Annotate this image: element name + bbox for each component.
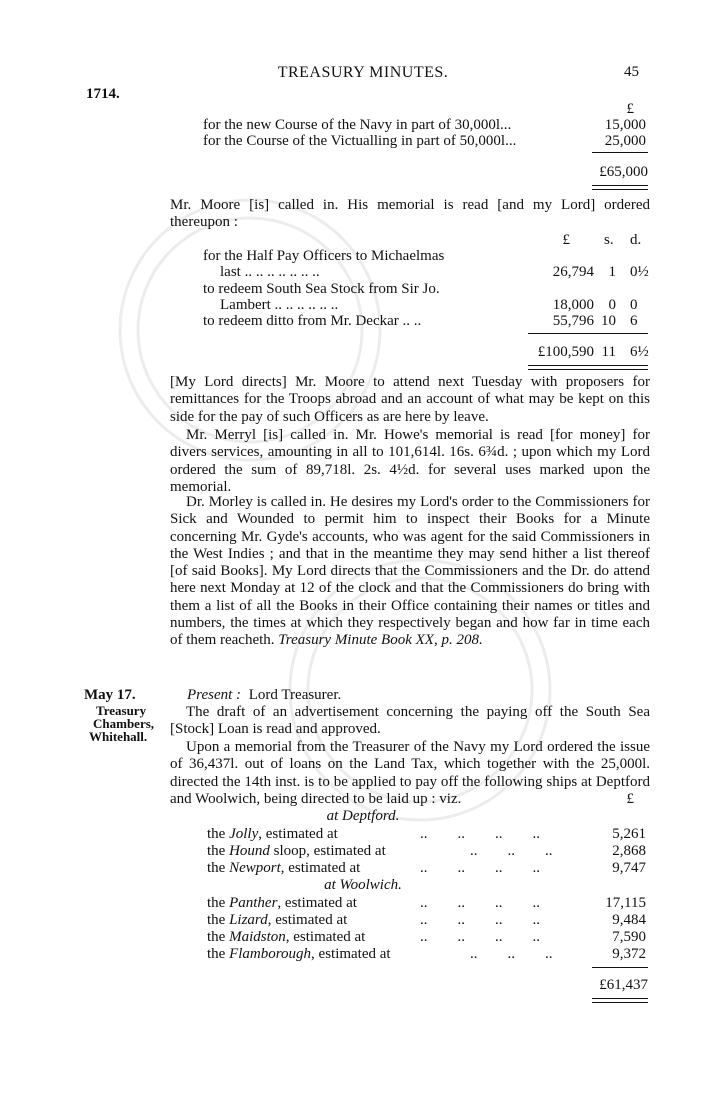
table2-row-pounds: 18,000 xyxy=(552,297,594,313)
table2-row-pounds: 55,796 xyxy=(552,313,594,329)
table2-total-pounds: £100,590 xyxy=(537,344,594,360)
ship-amount: 5,261 xyxy=(612,826,646,842)
table2-row-pence: 0½ xyxy=(630,264,649,280)
table2-header-pence: d. xyxy=(630,232,642,248)
ship-row: the Maidston, estimated at xyxy=(207,929,366,945)
para-morley-text: Dr. Morley is called in. He desires my Lord's order to the Commissioners for Sick and Wounded to permit him to inspect their Books for a Minute concerning Mr. Gyde's accounts, who was agent for the said Commissioners in the West Indies ; and that in the meantime they may send hither a list thereof [of said Books]. My Lord directs that the Commissioners and the Dr. do attend here next Monday at 12 of the clock and that the Commissioners do bring with them a list of all the Books in their Office containing their names or titles and numbers, the times at which they respectively began and how far in time each of them reacheth. xyxy=(170,494,650,649)
leader-dots: .. .. .. .. xyxy=(420,929,540,945)
para-memorial: Upon a memorial from the Treasurer of the Navy my Lord ordered the issue of 36,437l. out of loans on the Land Tax, which together with the 25,000l. directed the 14th inst. is to be applied to pay off the following ships at Deptford and Woolwich, being directed to be laid up : viz. xyxy=(170,739,650,807)
ship-row: the Newport, estimated at xyxy=(207,860,361,876)
header-year: 1714. xyxy=(86,86,120,102)
margin-place-line: Treasury xyxy=(96,703,147,718)
ships-double-rule xyxy=(592,998,648,1003)
para-moore: Mr. Moore [is] called in. His memorial is read [and my Lord] ordered thereupon : xyxy=(170,197,650,231)
table2-row-label: to redeem South Sea Stock from Sir Jo. xyxy=(203,281,440,297)
table2-row-shillings: 10 xyxy=(601,313,616,329)
ship-name: Flamborough xyxy=(229,946,312,962)
present-label: Present : xyxy=(187,687,242,703)
table1-double-rule xyxy=(592,185,648,190)
table2-header-pounds: £ xyxy=(562,232,570,248)
ship-row: the Lizard, estimated at xyxy=(207,912,348,928)
ship-name: Hound xyxy=(229,843,270,859)
present-value: Lord Treasurer. xyxy=(248,687,342,703)
ships-currency-header: £ xyxy=(626,791,634,807)
margin-place-line: Whitehall. xyxy=(89,729,148,744)
table2-sum-rule xyxy=(528,333,648,334)
table1-sum-rule xyxy=(592,152,648,153)
table2-header-shillings: s. xyxy=(604,232,614,248)
table2-total-pence: 6½ xyxy=(630,344,649,360)
table2-row-shillings: 0 xyxy=(608,297,616,313)
page-title: TREASURY MINUTES. xyxy=(277,64,449,81)
table1-row-label: for the Course of the Victualling in part of 50,000l... xyxy=(203,133,517,149)
ships-total: £61,437 xyxy=(599,977,648,993)
ship-amount: 7,590 xyxy=(612,929,646,945)
table2-total-shillings: 11 xyxy=(601,344,616,360)
table1-total: £65,000 xyxy=(599,164,648,180)
ship-amount: 2,868 xyxy=(612,843,646,859)
ships-sum-rule xyxy=(592,967,648,968)
leader-dots: .. .. .. .. xyxy=(420,860,540,876)
table1-row-amount: 25,000 xyxy=(604,133,646,149)
ship-name: Newport xyxy=(229,860,281,876)
para-merryl: Mr. Merryl [is] called in. Mr. Howe's memorial is read [for money] for divers services, amounting in all to 101,614l. 16s. 6¾d. ; upon which my Lord ordered the sum of 89,718l. 2s. 4½d. for several uses marked upon the memorial. xyxy=(170,427,650,495)
group-deptford: at Deptford. xyxy=(326,808,400,824)
present-line xyxy=(187,687,341,704)
leader-dots: .. .. .. .. xyxy=(420,895,540,911)
ship-name: Jolly xyxy=(229,826,259,842)
ship-row: the Jolly, estimated at xyxy=(207,826,338,842)
table2-row-shillings: 1 xyxy=(608,264,616,280)
table2-row-pounds: 26,794 xyxy=(552,264,594,280)
table2-row-pence: 0 xyxy=(630,297,638,313)
ship-amount: 9,484 xyxy=(612,912,646,928)
leader-dots: .. .. .. .. xyxy=(420,826,540,842)
table1-row-amount: 15,000 xyxy=(604,117,646,133)
ship-amount: 17,115 xyxy=(605,895,646,911)
leader-dots: .. .. .. xyxy=(470,843,553,859)
para-morley xyxy=(170,494,650,650)
para-morley-reference: Treasury Minute Book XX, p. 208. xyxy=(278,632,483,649)
page-number: 45 xyxy=(624,64,639,80)
ship-row: the Hound sloop, estimated at xyxy=(207,843,386,859)
margin-place-line: Chambers, xyxy=(93,716,155,731)
group-woolwich: at Woolwich. xyxy=(324,877,402,893)
table1-row-label: for the new Course of the Navy in part of 30,000l... xyxy=(203,117,512,133)
para-draft: The draft of an advertisement concerning the paying off the South Sea [Stock] Loan is read and approved. xyxy=(170,704,650,738)
table2-row-label: for the Half Pay Officers to Michaelmas xyxy=(203,248,445,264)
table2-row-label-cont: last .. .. .. .. .. .. .. xyxy=(220,264,320,280)
ship-amount: 9,372 xyxy=(612,946,646,962)
ship-name: Panther xyxy=(229,895,278,911)
ship-amount: 9,747 xyxy=(612,860,646,876)
leader-dots: .. .. .. xyxy=(470,946,553,962)
leader-dots: .. .. .. .. xyxy=(420,912,540,928)
table2-row-label: to redeem ditto from Mr. Deckar .. .. xyxy=(203,313,422,329)
ship-name: Maidston xyxy=(229,929,286,945)
ship-name: Lizard xyxy=(229,912,268,928)
ship-row: the Panther, estimated at xyxy=(207,895,357,911)
table2-double-rule xyxy=(528,365,648,370)
table2-row-pence: 6 xyxy=(630,313,638,329)
table2-row-label-cont: Lambert .. .. .. .. .. .. xyxy=(220,297,339,313)
ship-row: the Flamborough, estimated at xyxy=(207,946,391,962)
table1-currency-header: £ xyxy=(626,101,634,117)
margin-date: May 17. xyxy=(84,687,136,703)
para-directs: [My Lord directs] Mr. Moore to attend next Tuesday with proposers for remittances for the Troops abroad and an account of what may be kept on this side for the pay of such Officers as are here by leave. xyxy=(170,374,650,425)
